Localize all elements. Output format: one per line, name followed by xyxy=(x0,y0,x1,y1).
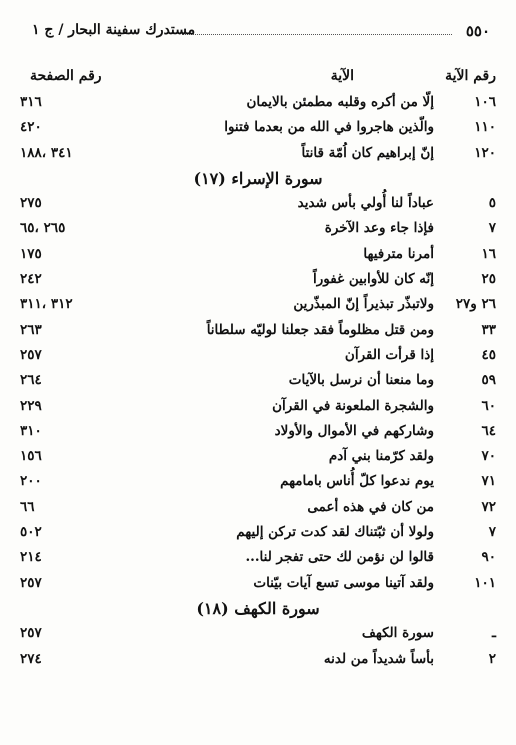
index-row xyxy=(20,573,496,598)
verse-number-header: رقم الآية xyxy=(445,68,496,84)
verse-number: ٦٤ xyxy=(481,422,496,439)
verse-number: ٣٣ xyxy=(481,321,496,338)
verse-text: إلّا من أكره وقلبه مطمئن بالايمان xyxy=(246,94,434,110)
page-numbers: ٢١٤ xyxy=(20,549,42,566)
index-row xyxy=(20,396,496,421)
page-numbers: ٢٢٩ xyxy=(20,397,42,414)
book-title: مستدرك سفينة البحار / ج ١ xyxy=(32,22,196,38)
verse-text: ومن قتل مظلوماً فقد جعلنا لوليّه سلطاناً xyxy=(206,321,434,338)
verse-number: ٧٠ xyxy=(481,448,496,465)
index-row xyxy=(20,446,496,471)
verse-text: إنّه كان للأوابين غفوراً xyxy=(313,271,434,288)
index-row xyxy=(20,143,496,168)
page-number-header: رقم الصفحة xyxy=(30,68,102,84)
index-row xyxy=(20,649,496,674)
page-numbers: ٢٤٢ xyxy=(20,271,42,288)
verse-index-list xyxy=(20,92,496,674)
index-row xyxy=(20,522,496,547)
verse-number: ٧ xyxy=(488,524,496,541)
verse-number: ٦٠ xyxy=(481,397,496,414)
verse-text: إذا قرأت القرآن xyxy=(344,346,434,363)
page-numbers: ٣٤١ ،١٨٨ xyxy=(20,144,73,161)
page-numbers: ٣١٦ xyxy=(20,94,42,110)
verse-number: ٧٢ xyxy=(481,498,496,515)
index-row xyxy=(20,193,496,218)
index-row xyxy=(20,320,496,345)
verse-text: والشجرة الملعونة في القرآن xyxy=(272,397,434,414)
index-row xyxy=(20,471,496,496)
verse-text: أمرنا مترفيها xyxy=(363,245,434,262)
index-row xyxy=(20,117,496,142)
index-row xyxy=(20,218,496,243)
verse-number: ٢ xyxy=(488,650,496,667)
verse-number: ١٠١ xyxy=(474,574,496,591)
verse-text: ولقد آتينا موسى تسع آيات بيّنات xyxy=(253,574,434,591)
page-numbers: ٢٧٥ xyxy=(20,195,42,212)
index-row xyxy=(20,547,496,572)
index-row xyxy=(20,370,496,395)
page-numbers: ٣١٠ xyxy=(20,422,42,439)
verse-number: ـ xyxy=(492,625,496,642)
index-row xyxy=(20,269,496,294)
verse-text: ولقد كرّمنا بني آدم xyxy=(328,448,434,465)
page-numbers: ٢٠٠ xyxy=(20,473,42,490)
surah-heading: سورة الكهف (١٨) xyxy=(196,598,320,618)
page-numbers: ٢٦٣ xyxy=(20,321,42,338)
page-numbers: ٤٢٠ xyxy=(20,119,42,136)
page-numbers: ٢٧٤ xyxy=(20,650,42,667)
verse-number: ٧ xyxy=(488,220,496,237)
page-numbers: ٢٥٧ xyxy=(20,574,42,591)
verse-text: سورة الكهف xyxy=(361,625,434,642)
verse-text: والّذين هاجروا في الله من بعدما فتنوا xyxy=(224,119,434,136)
verse-text: عباداً لنا أُولي بأس شديد xyxy=(297,195,434,212)
index-row xyxy=(20,92,496,117)
page-numbers: ٣١٢ ،٣١١ xyxy=(20,296,73,313)
page-number: ٥٥٠ xyxy=(465,22,490,40)
page-numbers: ٦٦ xyxy=(20,498,35,515)
verse-number: ٢٥ xyxy=(481,271,496,288)
verse-text: فإذا جاء وعد الآخرة xyxy=(324,220,434,237)
verse-number: ٢٦ و٢٧ xyxy=(455,296,496,313)
verse-text: يوم ندعوا كلّ أُناس بامامهم xyxy=(280,473,434,490)
verse-text: إنّ إبراهيم كان اُمّة قانتاً xyxy=(301,144,434,161)
page-numbers: ٢٥٧ xyxy=(20,346,42,363)
index-row xyxy=(20,623,496,648)
verse-text: ولاتبذّر تبذيراً إنّ المبذّرين xyxy=(293,296,434,313)
verse-number: ٧١ xyxy=(481,473,496,490)
verse-number: ١٦ xyxy=(481,245,496,262)
verse-text: ولولا أن ثبّتناك لقد كدت تركن إليهم xyxy=(236,524,434,541)
surah-heading: سورة الإسراء (١٧) xyxy=(193,168,323,188)
index-row xyxy=(20,345,496,370)
verse-number: ٥٩ xyxy=(481,372,496,389)
verse-text: وما منعنا أن نرسل بالآيات xyxy=(288,372,434,389)
page-numbers: ٢٦٥ ،٦٥ xyxy=(20,220,66,237)
running-header xyxy=(20,22,496,48)
verse-number: ١٠٦ xyxy=(474,94,496,110)
page-numbers: ١٥٦ xyxy=(20,448,42,465)
verse-text: قالوا لن نؤمن لك حتى تفجر لنا... xyxy=(245,549,434,566)
verse-number: ١١٠ xyxy=(474,119,496,136)
page-numbers: ٥٠٢ xyxy=(20,524,42,541)
index-row xyxy=(20,244,496,269)
verse-header: الآية xyxy=(330,68,354,84)
page-numbers: ٢٥٧ xyxy=(20,625,42,642)
verse-number: ٥ xyxy=(488,195,496,212)
page-numbers: ٢٦٤ xyxy=(20,372,42,389)
verse-number: ٩٠ xyxy=(481,549,496,566)
verse-text: وشاركهم في الأموال والأولاد xyxy=(274,422,434,439)
index-row xyxy=(20,294,496,319)
verse-text: بأساً شديداً من لدنه xyxy=(323,650,434,667)
page-numbers: ١٧٥ xyxy=(20,245,42,262)
index-row xyxy=(20,497,496,522)
header-dotted-leader xyxy=(182,34,452,35)
verse-text: من كان في هذه أعمى xyxy=(307,498,434,515)
column-headers xyxy=(20,68,496,92)
verse-number: ١٢٠ xyxy=(474,144,496,161)
verse-number: ٤٥ xyxy=(481,346,496,363)
index-row xyxy=(20,421,496,446)
